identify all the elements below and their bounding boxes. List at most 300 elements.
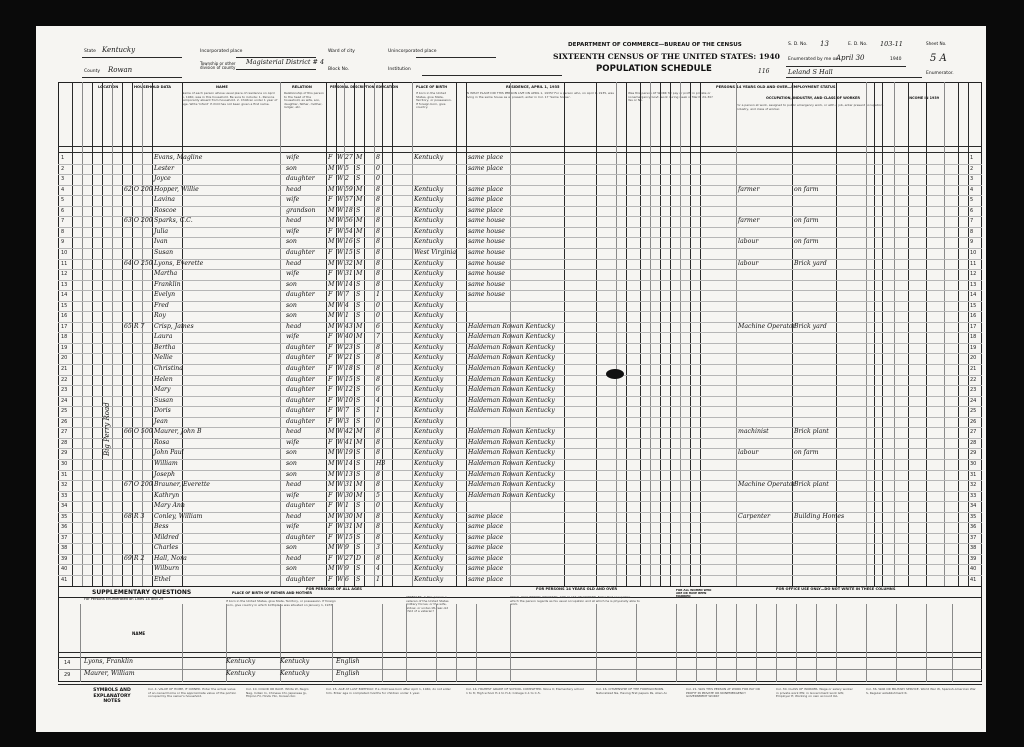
note-education: Col. 14. HIGHEST GRADE OF SCHOOL COMPLETED. None 0; Elementary school 1 to 8; High school H-1 to H-4; College C-1 to C-5.	[466, 688, 584, 695]
race: W	[337, 206, 344, 214]
marital-status: S	[356, 459, 361, 467]
row-number: 26	[61, 418, 68, 425]
notes-title: SYMBOLS AND EXPLANATORY NOTES	[93, 688, 131, 705]
industry: on farm	[794, 449, 819, 457]
column-rule	[596, 82, 597, 586]
race: W	[337, 164, 344, 172]
occupation: labour	[738, 449, 759, 457]
education-grade: 5	[376, 491, 380, 499]
relation: grandson	[286, 206, 316, 214]
column-rule	[132, 82, 133, 586]
residence-1935: same place	[468, 576, 504, 583]
residence-instructions: IN WHAT PLACE DID THIS PERSON LIVE ON APRIL 1, 1935? For a person who, on April 1, 1935, was living in the same house as at present, enter in Col. 17 'Same house'.	[466, 92, 614, 99]
row-rule	[58, 280, 982, 281]
education-grade: H3	[376, 459, 386, 467]
education-grade: 1	[376, 576, 380, 583]
column-rule	[72, 82, 73, 586]
birthplace: Kentucky	[414, 238, 444, 246]
education-grade: 7	[376, 333, 380, 341]
sex: F	[328, 196, 333, 204]
row-rule	[58, 195, 982, 196]
birthplace: Kentucky	[414, 533, 444, 541]
sex: M	[328, 312, 335, 320]
race: W	[337, 343, 344, 351]
birthplace: Kentucky	[414, 386, 444, 394]
marital-status: M	[356, 322, 363, 330]
residence-1935: same place	[468, 544, 504, 552]
race: W	[337, 512, 344, 520]
row-number: 18	[61, 334, 68, 341]
marital-status: M	[356, 438, 363, 446]
sex: F	[328, 417, 333, 425]
age: 7	[345, 407, 349, 415]
column-rule	[456, 82, 457, 586]
supp-column-rule	[382, 604, 383, 682]
col-income: INCOME IN 1939	[908, 96, 940, 100]
col-residence: RESIDENCE, APRIL 1, 1935	[506, 85, 560, 89]
sex: F	[328, 576, 333, 583]
column-rule	[640, 82, 641, 586]
supp-column-rule	[736, 604, 737, 682]
marital-status: S	[356, 576, 361, 583]
education-grade: 8	[376, 354, 380, 362]
residence-1935: same place	[468, 154, 504, 161]
supp-office: FOR OFFICE USE ONLY—DO NOT WRITE IN THESE COLUMNS	[776, 587, 896, 591]
marital-status: S	[356, 206, 361, 214]
birthplace: Kentucky	[414, 554, 444, 562]
relation: son	[286, 301, 297, 309]
person-name: Ivan	[154, 238, 168, 246]
relation: daughter	[286, 533, 315, 541]
note-citizenship: Col. 16. CITIZENSHIP OF THE FOREIGN BORN. Naturalized Na, Having first papers Pa, Alien Al.	[596, 688, 668, 695]
relation: daughter	[286, 502, 315, 510]
age: 15	[345, 375, 353, 383]
column-rule	[866, 82, 867, 586]
person-name: John Paul	[154, 449, 184, 457]
education-grade: 4	[376, 565, 380, 573]
sex: F	[328, 523, 333, 531]
age: 15	[345, 248, 353, 256]
supp-14-over: FOR PERSONS 14 YEARS OLD AND OVER	[536, 587, 618, 591]
column-rule	[112, 82, 113, 586]
supp-father: Kentucky	[226, 670, 256, 677]
race: W	[337, 375, 344, 383]
race: W	[337, 175, 344, 183]
marital-status: S	[356, 417, 361, 425]
residence-1935: same place	[468, 554, 504, 562]
side-note: Big Perry Road	[103, 402, 111, 456]
age: 10	[345, 396, 353, 404]
census-sheet	[36, 26, 986, 732]
sex: M	[328, 565, 335, 573]
person-name: Christina	[154, 365, 183, 372]
relation: wife	[286, 491, 300, 499]
race: W	[337, 312, 344, 320]
birthplace: Kentucky	[414, 523, 444, 531]
relation: head	[286, 512, 302, 520]
supp-subtitle: For Persons Enumerated on Lines 14 and 29	[84, 597, 164, 601]
race: W	[337, 227, 344, 235]
occupation: labour	[738, 259, 759, 267]
residence-1935: same house	[468, 259, 505, 267]
education-grade: 1	[376, 407, 380, 415]
race: W	[337, 449, 344, 457]
row-number: 28	[61, 439, 68, 446]
row-number-right: 29	[970, 450, 977, 457]
residence-1935: Haldeman Rowan Kentucky	[468, 407, 555, 415]
education-grade: 0	[376, 164, 380, 172]
colnum-rule	[58, 152, 982, 153]
supp-all-ages: FOR PERSONS OF ALL AGES	[306, 587, 363, 591]
person-name: William	[154, 459, 178, 467]
note-class-of-worker: Col. 30. CLASS OF WORKER. Wage or salary worker in private work PW; in Government work GW; Employer E; Working on own account OA.	[776, 688, 853, 699]
sex: M	[328, 470, 335, 478]
ed-value: 103-11	[880, 40, 903, 48]
sex: M	[328, 164, 335, 172]
row-number: 38	[61, 545, 68, 552]
race: W	[337, 301, 344, 309]
supp-column-rule	[456, 604, 457, 682]
education-grade: 3	[376, 544, 380, 552]
supp-row-rule	[58, 669, 982, 670]
column-rule	[122, 82, 123, 586]
household-data: 64 O 250	[124, 259, 153, 267]
person-name: Susan	[154, 396, 174, 404]
person-name: Conley, William	[154, 512, 203, 520]
education-grade: 8	[376, 196, 380, 204]
sex: M	[328, 206, 335, 214]
age: 9	[345, 544, 349, 552]
supp-column-rule	[756, 604, 757, 682]
row-number-right: 32	[970, 482, 977, 489]
supp-column-rule	[436, 604, 437, 682]
education-grade: 8	[376, 270, 380, 278]
education-grade: 1	[376, 291, 380, 299]
birthplace: Kentucky	[414, 343, 444, 351]
incorporated-label: Incorporated place	[200, 49, 243, 54]
county-label: County	[84, 69, 101, 74]
row-number-right: 2	[970, 165, 974, 172]
race: W	[337, 428, 344, 436]
age: 32	[345, 259, 353, 267]
education-grade: 8	[376, 259, 380, 267]
relation: son	[286, 280, 297, 288]
row-rule	[58, 564, 982, 565]
age: 14	[345, 280, 353, 288]
residence-1935: same house	[468, 238, 505, 246]
row-number-right: 22	[970, 376, 977, 383]
race: W	[337, 280, 344, 288]
sex: F	[328, 386, 333, 394]
marital-status: M	[356, 491, 363, 499]
age: 12	[345, 386, 353, 394]
marital-status: S	[356, 375, 361, 383]
sex: F	[328, 375, 333, 383]
column-rule	[142, 82, 143, 586]
industry: Brick yard	[794, 259, 827, 267]
supp-birth-instructions: If born in the United States, give State, Territory, or possession. If foreign born, give country in which birthplace was situated on January 1, 1937.	[226, 600, 336, 607]
sex: M	[328, 512, 335, 520]
col-name: NAME	[216, 85, 228, 89]
row-number: 11	[61, 260, 68, 267]
enumerator-rule	[786, 77, 922, 78]
age: 13	[345, 470, 353, 478]
row-rule	[58, 554, 982, 555]
education-grade: 8	[376, 481, 380, 489]
person-name: Evelyn	[154, 291, 176, 299]
sheet-label: Sheet No.	[926, 41, 947, 46]
residence-1935: Haldeman Rowan Kentucky	[468, 438, 555, 446]
age: 7	[345, 291, 349, 299]
row-number: 21	[61, 366, 68, 372]
sex: M	[328, 544, 335, 552]
row-number-right: 5	[970, 197, 974, 204]
relation: son	[286, 449, 297, 457]
race: W	[337, 217, 344, 225]
row-number-right: 7	[970, 218, 974, 225]
sex: F	[328, 438, 333, 446]
supp-column-rule	[926, 604, 927, 682]
marital-status: S	[356, 291, 361, 299]
residence-1935: Haldeman Rowan Kentucky	[468, 481, 555, 489]
marital-status: S	[356, 396, 361, 404]
age: 14	[345, 459, 353, 467]
marital-status: S	[356, 354, 361, 362]
marital-status: S	[356, 502, 361, 510]
person-name: Brauner, Everette	[154, 481, 210, 489]
row-number-right: 11	[970, 260, 977, 267]
sex: F	[328, 407, 333, 415]
race: W	[337, 417, 344, 425]
note-color-or-race: Col. 10. COLOR OR RACE. White W, Negro Neg, Indian In, Chinese Chi, Japanese Jp, Filipino Fil, Hindu Hin, Korean Kor.	[246, 688, 309, 699]
marital-status: S	[356, 365, 361, 372]
birthplace: Kentucky	[414, 196, 444, 204]
ink-blot	[606, 369, 624, 379]
age: 31	[345, 270, 353, 278]
education-grade: 8	[376, 217, 380, 225]
supp-veterans-instructions: VETERANS. Is this person a veteran of the United States military forces; or the wife, widow, or under-18-year-old child of a veteran?	[406, 596, 449, 614]
col-relation: RELATION	[292, 85, 312, 89]
row-number: 1	[61, 155, 65, 161]
residence-1935: Haldeman Rowan Kentucky	[468, 365, 555, 372]
row-number-right: 9	[970, 239, 974, 246]
marital-status: S	[356, 533, 361, 541]
sex: F	[328, 396, 333, 404]
row-number: 34	[61, 503, 68, 510]
residence-1935: Haldeman Rowan Kentucky	[468, 428, 555, 436]
sd-value: 13	[820, 40, 829, 48]
sex: F	[328, 365, 333, 372]
residence-1935: same house	[468, 248, 505, 256]
row-number: 39	[61, 555, 68, 562]
residence-1935: Haldeman Rowan Kentucky	[468, 459, 555, 467]
birthplace: Kentucky	[414, 502, 444, 510]
relation: daughter	[286, 396, 315, 404]
supp-column-rule	[510, 604, 511, 682]
sex: F	[328, 533, 333, 541]
row-number-right: 14	[970, 292, 977, 299]
row-number: 36	[61, 524, 68, 531]
birthplace: Kentucky	[414, 259, 444, 267]
person-name: Bess	[154, 523, 169, 531]
household-data: 67 O 200	[124, 481, 153, 489]
sex: M	[328, 238, 335, 246]
sex: F	[328, 227, 333, 235]
incorporated-rule	[236, 57, 316, 58]
education-grade: 8	[376, 206, 380, 214]
age: 16	[345, 238, 353, 246]
residence-1935: Haldeman Rowan Kentucky	[468, 396, 555, 404]
education-grade: 8	[376, 512, 380, 520]
age: 2	[345, 175, 349, 183]
birthplace: Kentucky	[414, 185, 444, 193]
birthplace: Kentucky	[414, 459, 444, 467]
column-rule	[874, 82, 875, 586]
occupation: farmer	[738, 217, 760, 225]
row-number-right: 25	[970, 408, 977, 415]
supp-line-number: 29	[64, 672, 71, 678]
row-number-right: 36	[970, 524, 977, 531]
supp-column-rule	[896, 604, 897, 682]
marital-status: S	[356, 343, 361, 351]
column-rule	[374, 82, 375, 586]
race: W	[337, 354, 344, 362]
supp-column-rule	[836, 604, 837, 682]
age: 9	[345, 565, 349, 573]
row-number: 13	[61, 281, 68, 288]
household-data: 68 R 3	[124, 512, 145, 520]
supp-column-rule	[596, 604, 597, 682]
relation: daughter	[286, 291, 315, 299]
supp-line-number: 14	[64, 660, 71, 666]
marital-status: S	[356, 470, 361, 478]
column-rule	[364, 82, 365, 586]
supp-name: Maurer, William	[84, 670, 135, 677]
row-number-right: 30	[970, 460, 977, 467]
employment-instructions: Was this person AT WORK for pay or profit in private or nonemergency Govt. work during week of March 24–30? Yes or No.	[628, 92, 713, 103]
column-rule	[650, 82, 651, 586]
sex: F	[328, 502, 333, 510]
residence-1935: Haldeman Rowan Kentucky	[468, 491, 555, 499]
sex: M	[328, 185, 335, 193]
relation: head	[286, 481, 302, 489]
supp-title: SUPPLEMENTARY QUESTIONS	[92, 589, 192, 596]
birthplace: Kentucky	[414, 544, 444, 552]
supp-mother: Kentucky	[280, 658, 310, 665]
column-rule	[968, 82, 969, 586]
column-rule	[882, 82, 883, 586]
birthplace: Kentucky	[414, 512, 444, 520]
row-rule	[58, 248, 982, 249]
household-data: 62 O 200	[124, 185, 153, 193]
column-rule	[564, 82, 565, 586]
relation: daughter	[286, 407, 315, 415]
person-name: Roscoe	[154, 206, 177, 214]
supp-column-rule	[796, 604, 797, 682]
residence-1935: Haldeman Rowan Kentucky	[468, 333, 555, 341]
state-label: State	[84, 49, 96, 54]
marital-status: S	[356, 164, 361, 172]
person-name: Mildred	[154, 533, 179, 541]
row-number: 33	[61, 492, 68, 499]
row-number: 20	[61, 355, 68, 362]
household-data: 66 O 500	[124, 428, 153, 436]
residence-1935: same house	[468, 291, 505, 299]
row-number-right: 20	[970, 355, 977, 362]
industry: Brick yard	[794, 322, 827, 330]
occupation: Carpenter	[738, 512, 771, 520]
race: W	[337, 438, 344, 446]
race: W	[337, 565, 344, 573]
occupation: farmer	[738, 185, 760, 193]
department: DEPARTMENT OF COMMERCE—BUREAU OF THE CENSUS	[568, 42, 742, 48]
education-grade: 8	[376, 449, 380, 457]
person-name: Lester	[154, 164, 175, 172]
race: W	[337, 502, 344, 510]
age: 1	[345, 312, 349, 320]
supp-column-rule	[332, 604, 333, 682]
birthplace: Kentucky	[414, 280, 444, 288]
row-number: 25	[61, 408, 68, 415]
sex: F	[328, 248, 333, 256]
col-household: HOUSEHOLD DATA	[134, 85, 172, 89]
relation: head	[286, 217, 302, 225]
row-rule	[58, 237, 982, 238]
year: 1940	[890, 57, 902, 62]
row-number: 22	[61, 376, 68, 383]
row-number: 37	[61, 534, 68, 541]
education-grade: 8	[376, 375, 380, 383]
state-value: Kentucky	[102, 46, 136, 54]
relation: daughter	[286, 365, 315, 372]
row-rule	[58, 301, 982, 302]
education-grade: 6	[376, 386, 380, 394]
relation: son	[286, 470, 297, 478]
enumerator-value: Leland S Hall	[788, 68, 833, 76]
age: 43	[345, 322, 353, 330]
row-number-right: 24	[970, 397, 977, 404]
sex: M	[328, 217, 335, 225]
occupation: labour	[738, 238, 759, 246]
supp-column-rule	[182, 604, 183, 682]
row-number: 5	[61, 197, 65, 204]
relation: wife	[286, 333, 300, 341]
residence-1935: same house	[468, 270, 505, 278]
name-instructions: Name of each person whose usual place of residence on April 1, 1940, was in this household. Be sure to include: 1. Persons temporarily absent from household. 2. Children under 1 year of age. Write 'Infant' if child has not been given a first name.	[182, 92, 278, 106]
row-rule	[58, 290, 982, 291]
residence-1935: same place	[468, 533, 504, 541]
residence-1935: Haldeman Rowan Kentucky	[468, 386, 555, 394]
education-grade: 8	[376, 533, 380, 541]
row-number-right: 34	[970, 503, 977, 510]
row-number: 16	[61, 313, 68, 320]
birthplace: Kentucky	[414, 417, 444, 425]
col-birthplace: PLACE OF BIRTH	[416, 85, 448, 89]
supp-header-rule	[58, 652, 982, 653]
education-grade: 8	[376, 343, 380, 351]
schedule-title: POPULATION SCHEDULE	[596, 64, 712, 74]
marital-status: S	[356, 565, 361, 573]
row-number-right: 17	[970, 323, 977, 330]
occupation: machinist	[738, 428, 769, 436]
row-number: 8	[61, 228, 65, 235]
birthplace: Kentucky	[414, 291, 444, 299]
age: 31	[345, 481, 353, 489]
sheet-value: 5 A	[930, 53, 947, 64]
supp-column-rule	[476, 604, 477, 682]
enumerated-value: April 30	[836, 54, 865, 62]
person-name: Martha	[154, 270, 178, 278]
